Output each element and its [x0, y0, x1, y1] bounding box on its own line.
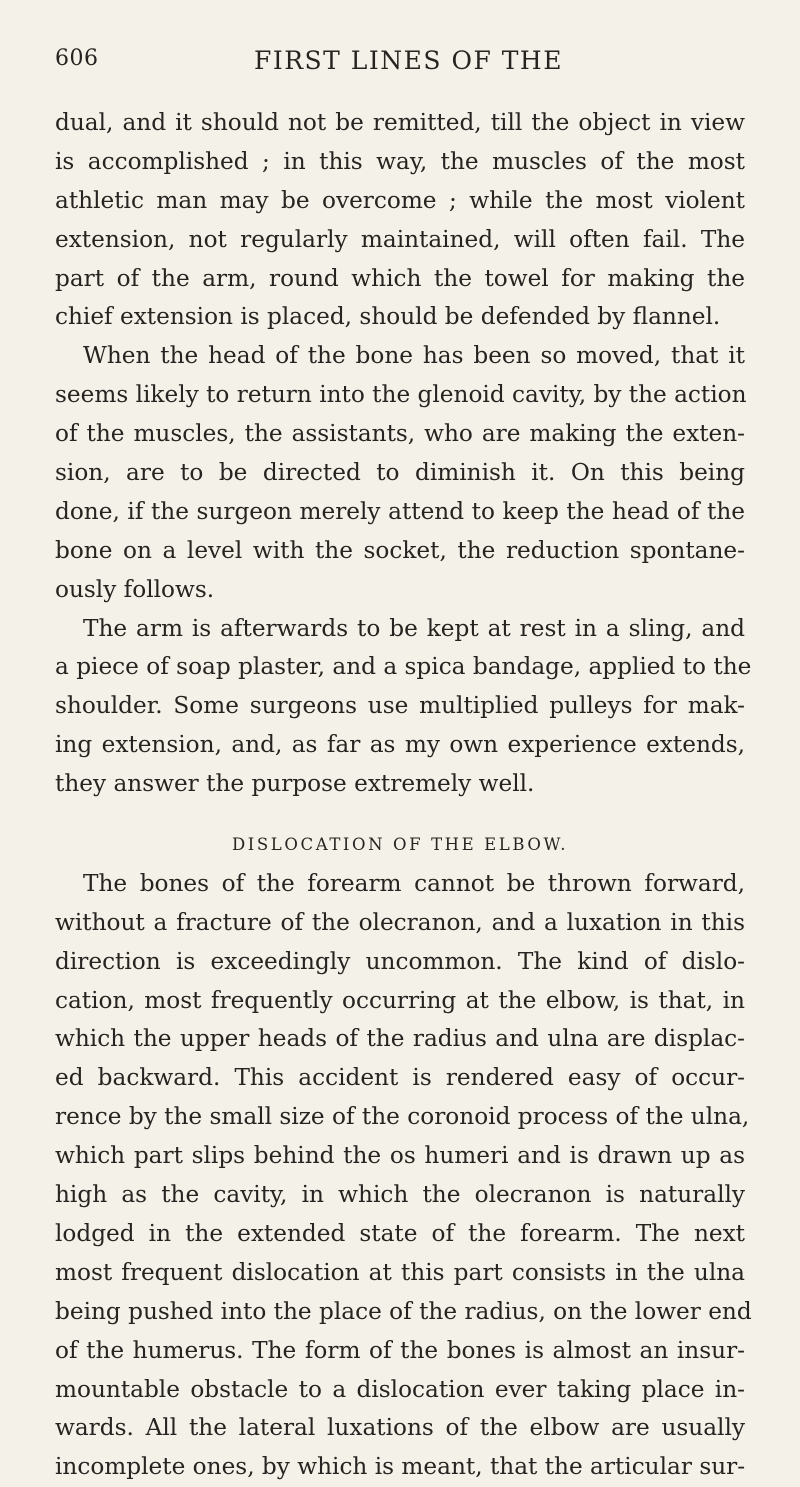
- text-line: without a fracture of the olecranon, and a luxation in this: [55, 908, 745, 936]
- text-line: incomplete ones, by which is meant, that the articular sur-: [55, 1453, 746, 1481]
- text-line: wards. All the lateral luxations of the elbow are usually: [55, 1414, 745, 1442]
- text-line: done, if the surgeon merely attend to keep the head of the: [55, 497, 745, 525]
- text-line: sion, are to be directed to diminish it. On this being: [55, 459, 745, 487]
- text-line: direction is exceedingly uncommon. The kind of dislo-: [55, 947, 745, 975]
- text-line: most frequent dislocation at this part consists in the ulna: [55, 1258, 745, 1286]
- text-line: ously follows.: [55, 575, 215, 603]
- text-line: ed backward. This accident is rendered easy of occur-: [55, 1064, 745, 1092]
- text-line: mountable obstacle to a dislocation ever taking place in-: [55, 1375, 745, 1403]
- text-line: ing extension, and, as far as my own experience extends,: [55, 731, 745, 759]
- page-number: 606: [55, 46, 99, 71]
- page-header: [55, 46, 735, 86]
- text-line: is accomplished ; in this way, the muscles of the most: [55, 147, 745, 175]
- text-line: lodged in the extended state of the forearm. The next: [55, 1219, 745, 1247]
- text-line: When the head of the bone has been so moved, that it: [83, 342, 745, 370]
- text-line: a piece of soap plaster, and a spica bandage, applied to the: [55, 653, 752, 681]
- section-heading: DISLOCATION OF THE ELBOW.: [231, 835, 569, 855]
- text-line: bone on a level with the socket, the reduction spontane-: [55, 536, 745, 564]
- text-line: being pushed into the place of the radius, on the lower end: [55, 1297, 752, 1325]
- text-line: of the humerus. The form of the bones is almost an insur-: [55, 1336, 745, 1364]
- text-line: chief extension is placed, should be defended by flannel.: [55, 303, 721, 331]
- text-line: athletic man may be overcome ; while the most violent: [55, 186, 745, 214]
- text-line: dual, and it should not be remitted, till the object in view: [55, 109, 745, 136]
- text-line: The arm is afterwards to be kept at rest in a sling, and: [83, 614, 745, 642]
- text-line: part of the arm, round which the towel for making the: [55, 264, 745, 292]
- text-line: shoulder. Some surgeons use multiplied pulleys for mak-: [55, 692, 745, 720]
- text-line: extension, not regularly maintained, will often fail. The: [55, 225, 745, 253]
- running-head: FIRST LINES OF THE: [254, 46, 563, 75]
- text-line: cation, most frequently occurring at the elbow, is that, in: [55, 986, 745, 1014]
- text-line: high as the cavity, in which the olecranon is naturally: [55, 1181, 745, 1209]
- body-text: [55, 104, 752, 1487]
- text-line: which the upper heads of the radius and ulna are displac-: [55, 1025, 745, 1053]
- text-line: rence by the small size of the coronoid process of the ulna,: [55, 1103, 750, 1131]
- text-line: The bones of the forearm cannot be thrown forward,: [83, 869, 745, 897]
- text-line: seems likely to return into the glenoid cavity, by the action: [55, 381, 747, 409]
- text-line: of the muscles, the assistants, who are making the exten-: [55, 420, 745, 448]
- text-line: which part slips behind the os humeri and is drawn up as: [55, 1142, 745, 1170]
- text-line: they answer the purpose extremely well.: [55, 770, 535, 798]
